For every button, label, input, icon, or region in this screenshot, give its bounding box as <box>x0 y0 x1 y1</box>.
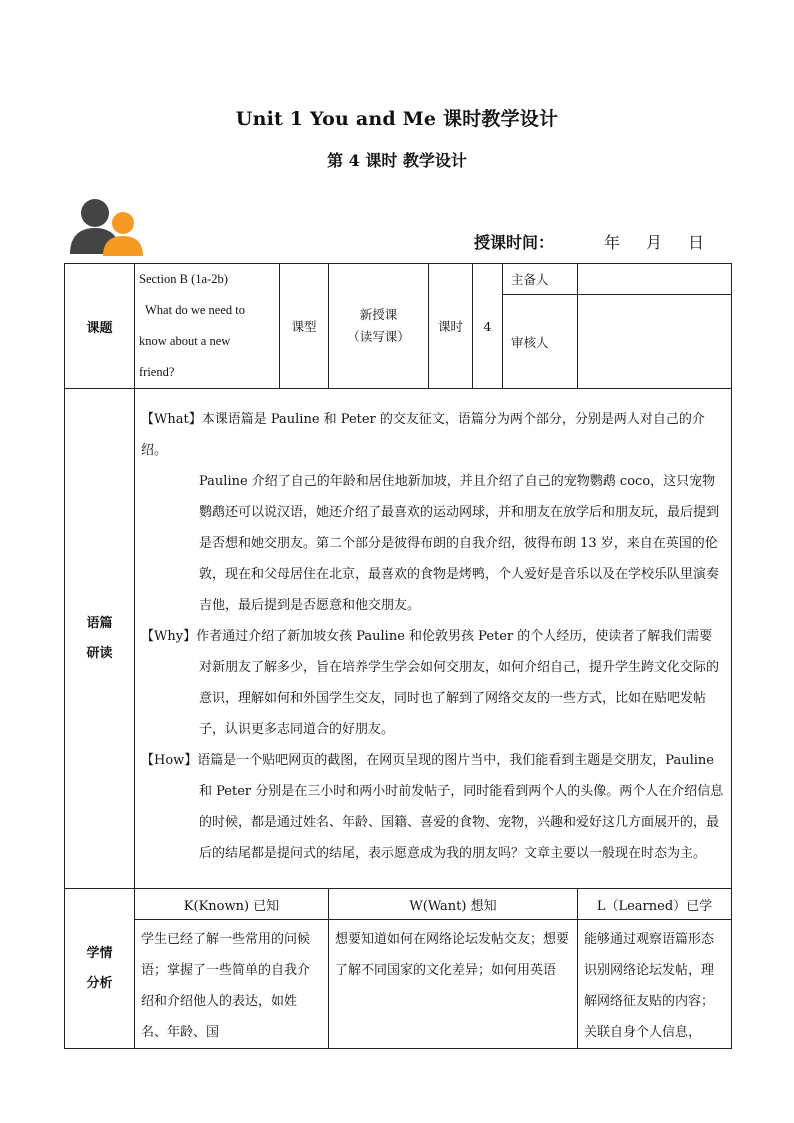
lesson-time-label: 授课时间： <box>474 233 555 252</box>
learned-header: L（Learned）已学 <box>578 889 732 920</box>
period-value: 4 <box>473 264 503 389</box>
lesson-type-label: 课型 <box>280 264 329 389</box>
known-text: 学生已经了解一些常用的问候语；掌握了一些简单的自我介绍和介绍他人的表达，如姓名、年龄、国 <box>135 920 329 1049</box>
users-icon <box>68 196 144 256</box>
topic-label: 课题 <box>65 264 135 389</box>
lesson-plan-table <box>64 263 732 1049</box>
reading-label: 语篇 研读 <box>65 389 135 889</box>
year-label: 年 <box>604 233 621 252</box>
reviewer-value <box>578 295 732 389</box>
how-paragraph: 【How】语篇是一个贴吧网页的截图，在网页呈现的图片当中，我们能看到主题是交朋友，Pauline 和 Peter 分别是在三小时和两小时前发帖子，同时能看到两个人的头像。两个人在介绍信息的时候，都是通过姓名、年龄、国籍、喜爱的食物、宠物，兴趣和爱好这几方面展开的，最后的结尾都是提问式的结尾，表示愿意成为我的朋友吗？文章主要以一般现在时态为主。 <box>141 753 724 861</box>
page-subtitle: 第 4 课时 教学设计 <box>327 151 467 170</box>
reading-content <box>135 389 732 889</box>
analysis-label: 学情 分析 <box>65 889 135 1049</box>
why-paragraph: 【Why】作者通过介绍了新加坡女孩 Pauline 和伦敦男孩 Peter 的个人经历，使读者了解我们需要对新朋友了解多少，旨在培养学生学会如何交朋友，如何介绍自己，提升学生跨文化交际的意识，理解如何和外国学生交友，同时也了解到了网络交友的一些方式，比如在贴吧发帖子，认识更多志同道合的好朋友。 <box>141 629 720 737</box>
day-label: 日 <box>688 233 705 252</box>
learned-text: 能够通过观察语篇形态识别网络论坛发帖，理解网络征友贴的内容；关联自身个人信息， <box>578 920 732 1049</box>
preparer-label: 主备人 <box>503 264 578 295</box>
lesson-time <box>474 230 704 253</box>
what-detail-paragraph: Pauline 介绍了自己的年龄和居住地新加坡，并且介绍了自己的宠物鹦鹉 coco，这只宠物鹦鹉还可以说汉语，她还介绍了最喜欢的运动网球，并和朋友在放学后和朋友玩，最后提到是否想和她交朋友。第二个部分是彼得布朗的自我介绍，彼得布朗 13 岁，来自在英国的伦敦，现在和父母居住在北京，最喜欢的食物是烤鸭，个人爱好是音乐以及在学校乐队里演奏吉他，最后提到是否愿意和他交朋友。 <box>199 474 720 613</box>
reviewer-label: 审核人 <box>503 295 578 389</box>
topic-value: Section B (1a-2b) What do we need to know about a new friend? <box>135 264 280 389</box>
preparer-value <box>578 264 732 295</box>
want-header: W(Want) 想知 <box>329 889 578 920</box>
month-label: 月 <box>646 233 663 252</box>
period-label: 课时 <box>429 264 473 389</box>
what-paragraph: 【What】本课语篇是 Pauline 和 Peter 的交友征文，语篇分为两个部分，分别是两人对自己的介绍。 <box>141 412 705 458</box>
lesson-type-value: 新授课 （读写课） <box>329 264 429 389</box>
want-text: 想要知道如何在网络论坛发帖交友；想要了解不同国家的文化差异；如何用英语 <box>329 920 578 1049</box>
page-title: Unit 1 You and Me 课时教学设计 <box>235 108 559 130</box>
known-header: K(Known) 已知 <box>135 889 329 920</box>
